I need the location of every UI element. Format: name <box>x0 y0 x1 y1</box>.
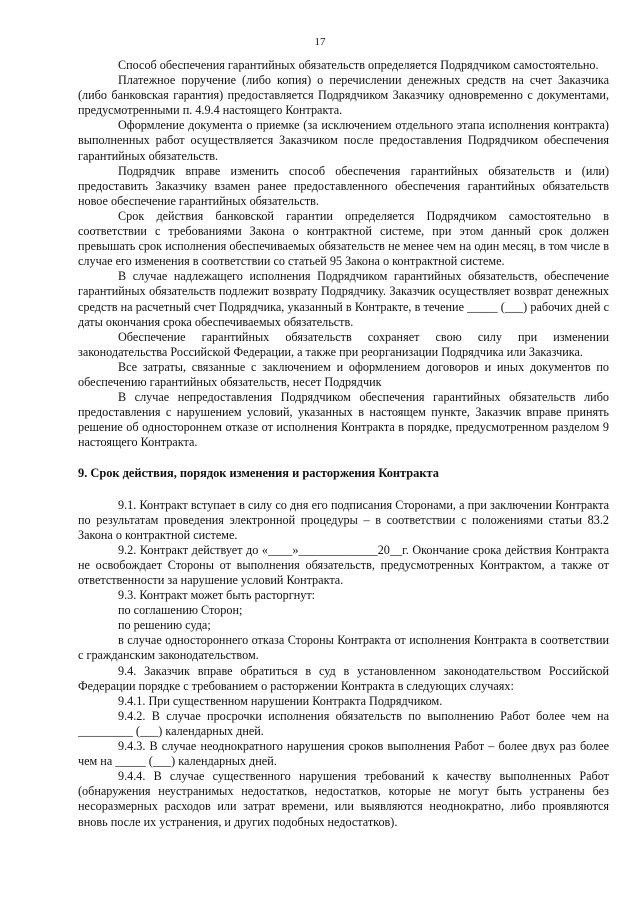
clause-9-1: 9.1. Контракт вступает в силу со дня его подписания Сторонами, а при заключении Контракта по результатам проведения электронной процедуры – в соответствии с положениями статьи 83.2 Закона о контрактной системе. <box>78 497 609 542</box>
paragraph: Оформление документа о приемке (за исключением отдельного этапа исполнения контракта) выполненных работ осуществляется Заказчиком после предоставления Подрядчиком обеспечения гарантийных обязательств. <box>78 118 609 163</box>
paragraph: Способ обеспечения гарантийных обязательств определяется Подрядчиком самостоятельно. <box>118 58 599 72</box>
paragraph: Обеспечение гарантийных обязательств сохраняет свою силу при изменении законодательства Российской Федерации, а также при реорганизации Подрядчика или Заказчика. <box>78 329 609 359</box>
paragraph: Платежное поручение (либо копия) о перечислении денежных средств на счет Заказчика (либо банковская гарантия) предоставляется Подрядчиком Заказчику одновременно с документами, предусмотренными п. 4.9.4 настоящего Контракта. <box>78 73 609 118</box>
list-item: в случае одностороннего отказа Стороны Контракта от исполнения Контракта в соответствии с гражданским законодательством. <box>78 633 609 663</box>
document-body <box>78 58 609 830</box>
clause-9-4-1: 9.4.1. При существенном нарушении Контракта Подрядчиком. <box>118 693 443 708</box>
clause-9-4-4: 9.4.4. В случае существенного нарушения требований к качеству выполненных Работ (обнаружения неустранимых недостатков, недостатков, которые не могут быть устранены без несоразмерных расходов или затрат времени, или выявляются неоднократно, либо проявляются вновь после их устранения, и других подобных недостатков). <box>78 769 609 829</box>
paragraph: Срок действия банковской гарантии определяется Подрядчиком самостоятельно в соответствии с требованиями Закона о контрактной системе, при этом данный срок должен превышать срок исполнения обеспечиваемых обязательств не менее чем на один месяц, в том числе в случае его изменения в соответствии со статьей 95 Закона о контрактной системе. <box>78 208 609 269</box>
paragraph: В случае непредоставления Подрядчиком обеспечения гарантийных обязательств либо предоставления с нарушением условий, указанных в настоящем пункте, Заказчик вправе принять решение об одностороннем отказе от исполнения Контракта в порядке, предусмотренном разделом 9 настоящего Контракта. <box>78 390 609 450</box>
page-number: 17 <box>314 36 326 48</box>
clause-9-4-2: 9.4.2. В случае просрочки исполнения обязательств по выполнению Работ более чем на _________ (___) календарных дней. <box>78 708 609 738</box>
clause-9-2: 9.2. Контракт действует до «____»_____________20__г. Окончание срока действия Контракта не освобождает Стороны от выполнения обязательств, предусмотренных Контрактом, а также от ответственности за нарушение условий Контракта. <box>78 542 609 587</box>
list-item: по решению суда; <box>118 618 211 633</box>
paragraph: В случае надлежащего исполнения Подрядчиком гарантийных обязательств, обеспечение гарантийных обязательств подлежит возврату Подрядчику. Заказчик осуществляет возврат денежных средств на расчетный счет Подрядчика, указанный в Контракте, в течение _____ (___) рабочих дней с даты окончания срока обеспечиваемых обязательств. <box>78 269 609 329</box>
paragraph: Подрядчик вправе изменить способ обеспечения гарантийных обязательств и (или) предоставить Заказчику взамен ранее предоставленного обеспечения гарантийных обязательств новое обеспечение гарантийных обязательств. <box>78 163 609 208</box>
clause-9-4: 9.4. Заказчик вправе обратиться в суд в установленном законодательством Российской Федерации порядке с требованием о расторжении Контракта в следующих случаях: <box>78 663 609 693</box>
clause-9-3: 9.3. Контракт может быть расторгнут: <box>118 588 316 603</box>
list-item: по соглашению Сторон; <box>118 603 243 618</box>
paragraph: Все затраты, связанные с заключением и оформлением договоров и иных документов по обеспечению гарантийных обязательств, несет Подрядчик <box>78 359 609 389</box>
section-heading: 9. Срок действия, порядок изменения и расторжения Контракта <box>78 466 439 481</box>
clause-9-4-3: 9.4.3. В случае неоднократного нарушения сроков выполнения Работ – более двух раз более чем на _____ (___) календарных дней. <box>78 739 609 769</box>
